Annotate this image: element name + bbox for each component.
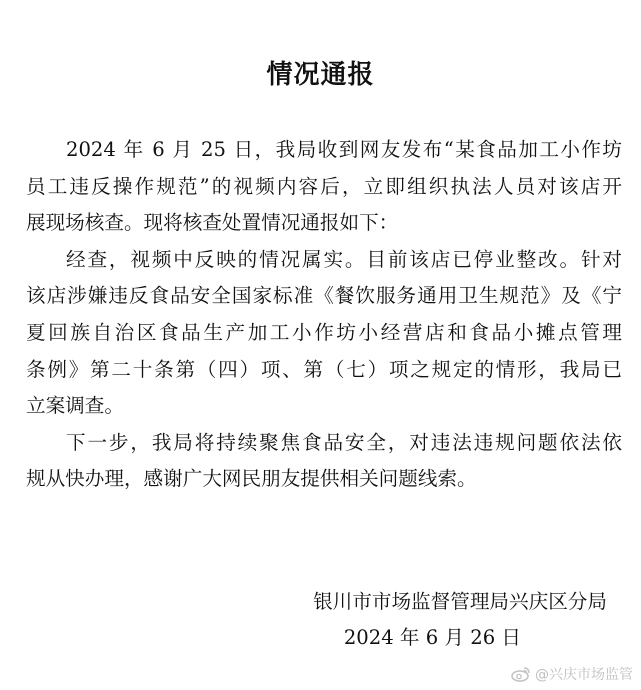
- paragraph-2: [26, 242, 622, 425]
- paragraph-line: 立案调查。: [26, 394, 124, 418]
- paragraph-line: 下一步，我局将持续聚焦食品安全，对违法违规问题依法依: [66, 430, 622, 454]
- issue-date: 2024 年 6 月 26 日: [343, 626, 521, 649]
- paragraph-line: 规从快办理，感谢广大网民朋友提供相关问题线索。: [26, 467, 477, 491]
- paragraph-line: 经查，视频中反映的情况属实。目前该店已停业整改。针对: [66, 247, 622, 271]
- weibo-watermark: [511, 664, 633, 684]
- notice-title: 情况通报: [266, 60, 375, 90]
- notice-body: [26, 132, 622, 498]
- paragraph-line: 2024 年 6 月 25 日，我局收到网友发布“某食品加工小作坊: [66, 138, 622, 161]
- paragraph-line: 夏回族自治区食品生产加工小作坊小经营店和食品小摊点管理: [26, 320, 622, 344]
- paragraph-line: 展现场核查。现将核查处置情况通报如下：: [26, 211, 399, 235]
- paragraph-line: 员工违反操作规范”的视频内容后，立即组织执法人员对该店开: [26, 174, 622, 198]
- weibo-icon: [511, 666, 531, 682]
- watermark-text: @兴庆市场监管: [535, 667, 633, 683]
- paragraph-line: 条例》第二十条第（四）项、第（七）项之规定的情形，我局已: [26, 357, 622, 381]
- paragraph-3: [26, 425, 622, 498]
- paragraph-1: [26, 132, 622, 242]
- paragraph-line: 该店涉嫌违反食品安全国家标准《餐饮服务通用卫生规范》及《宁: [26, 284, 622, 308]
- issuing-organization: 银川市市场监督管理局兴庆区分局: [313, 590, 607, 613]
